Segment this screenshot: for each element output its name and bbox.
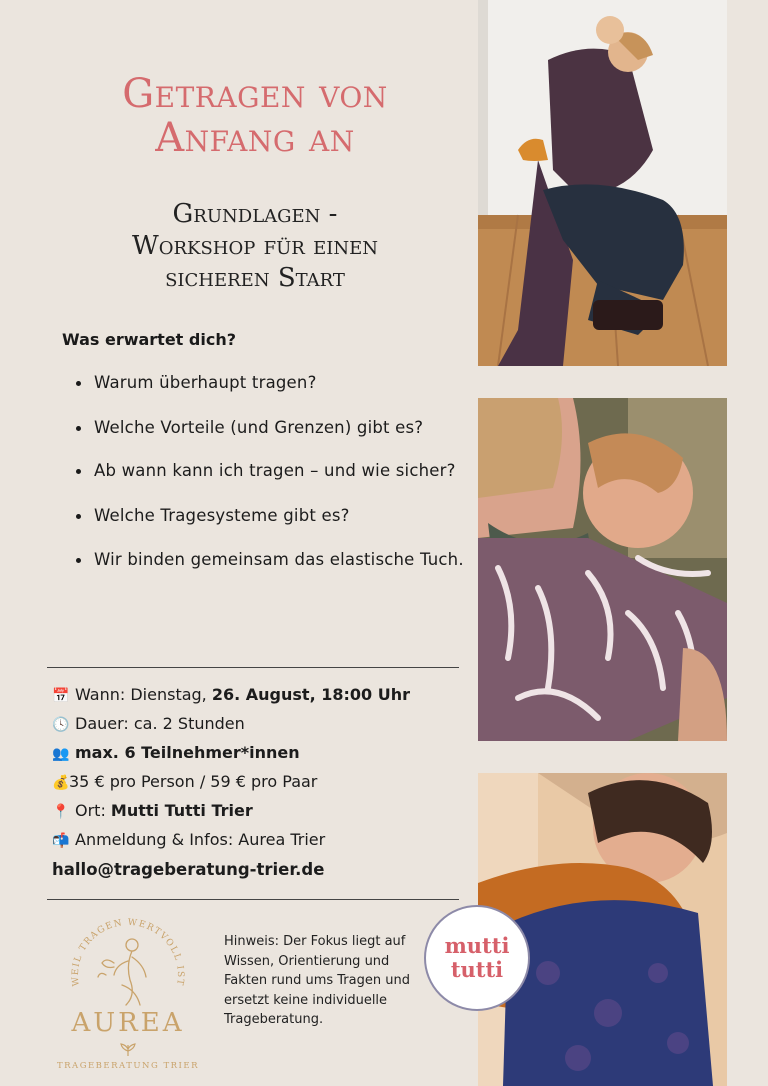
subtitle-line-1: Grundlagen - — [172, 199, 338, 229]
page-title — [40, 72, 470, 160]
pin-icon: 📍 — [52, 804, 70, 820]
mutti-line-2: tutti — [450, 957, 504, 982]
questions-list — [76, 372, 466, 594]
question-item: Ab wann kann ich tragen – und wie sicher? — [76, 460, 466, 482]
info-duration — [52, 714, 245, 735]
info-location — [52, 801, 253, 822]
price-text: 35 € pro Person / 59 € pro Paar — [69, 772, 318, 791]
photo-babywearing-2 — [478, 398, 727, 741]
registration-text: Anmeldung & Infos: Aurea Trier — [75, 830, 326, 849]
aurea-emblem — [66, 905, 190, 1010]
questions-heading: Was erwartet dich? — [62, 330, 236, 349]
photo-babywearing-1 — [478, 0, 727, 366]
info-participants — [52, 743, 300, 764]
divider-bottom — [47, 899, 459, 900]
mutti-line-1: mutti — [444, 933, 510, 958]
when-label: Wann: Dienstag, — [75, 685, 212, 704]
email-link[interactable]: hallo@trageberatung-trier.de — [52, 860, 325, 879]
calendar-icon: 📅 — [52, 688, 70, 704]
participants-text: max. 6 Teilnehmer*innen — [75, 743, 300, 762]
divider-top — [47, 667, 459, 668]
aurea-arc-text: WEIL TRAGEN WERTVOLL IST — [70, 917, 186, 987]
subtitle-line-2: Workshop für einen — [131, 231, 378, 261]
info-when — [52, 685, 410, 706]
photo-2-graphic — [478, 398, 727, 741]
subtitle — [40, 198, 470, 294]
photo-1-graphic — [478, 0, 727, 366]
location-label: Ort: — [75, 801, 111, 820]
location-value: Mutti Tutti Trier — [110, 801, 253, 820]
title-line-2: Anfang an — [155, 115, 355, 161]
question-item: Warum überhaupt tragen? — [76, 372, 466, 394]
subtitle-line-3: sicheren Start — [165, 263, 345, 293]
info-price — [52, 772, 317, 793]
leaf-graphic — [118, 1041, 138, 1057]
question-item: Wir binden gemeinsam das elastische Tuch. — [76, 549, 466, 571]
leaf-icon — [118, 1041, 138, 1057]
svg-text:WEIL TRAGEN WERTVOLL IST — [71, 918, 185, 987]
question-item: Welche Vorteile (und Grenzen) gibt es? — [76, 417, 466, 439]
info-registration — [52, 830, 325, 851]
aurea-subtitle: TRAGEBERATUNG TRIER — [56, 1061, 200, 1071]
hint-text: Hinweis: Der Fokus liegt auf Wissen, Orientierung und Fakten rund ums Tragen und ersetzt keine individuelle Trageberatung. — [224, 934, 410, 1027]
question-item: Welche Tragesysteme gibt es? — [76, 505, 466, 527]
aurea-logo — [66, 905, 190, 1010]
people-icon: 👥 — [52, 746, 70, 762]
money-bag-icon: 💰 — [52, 775, 70, 791]
mutti-tutti-logo — [424, 905, 530, 1011]
clock-icon: 🕓 — [52, 717, 70, 733]
mailbox-icon: 📬 — [52, 833, 70, 849]
aurea-name: AUREA — [71, 1008, 185, 1038]
duration-text: Dauer: ca. 2 Stunden — [75, 714, 245, 733]
title-line-1: Getragen von — [122, 71, 388, 117]
when-value: 26. August, 18:00 Uhr — [211, 685, 410, 704]
